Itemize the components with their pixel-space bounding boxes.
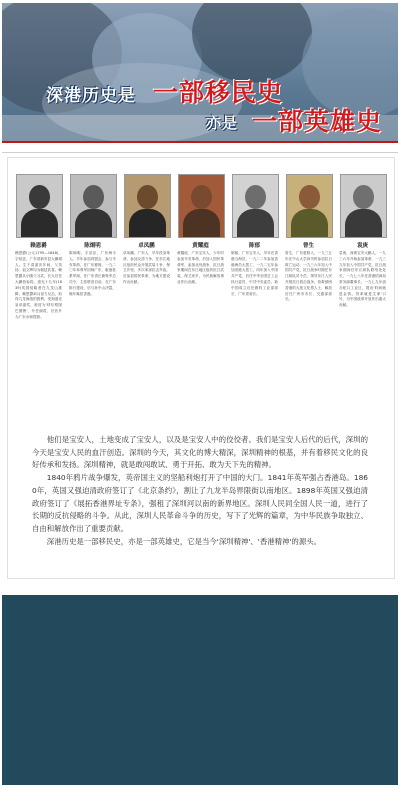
person-bio: 卓凤鹏，广东人，早年投身革命，参加反清斗争，在东江地区组织民众开展武装斗争，保卫乡里，多次率部抗击外敌，后参加国民革命，为地方建设作出贡献。 <box>123 251 170 284</box>
portrait-photo <box>340 174 387 238</box>
portrait-photo <box>286 174 333 238</box>
person-name: 陈郁 <box>248 243 260 249</box>
portrait-photo <box>124 174 171 238</box>
person-name: 赖恩爵 <box>30 243 47 249</box>
person-bio: 袁庚，深圳宝安大鹏人，一九三六年开始参加革命，一九三九年加入中国共产党，抗日战争期间任东江纵队联络处处长，一九七八年任香港招商局常务副董事长，一九七九年创办蛇口工业区，提出'时间就是金钱，效率就是生命'口号，为中国改革开放作出重大贡献。 <box>339 251 386 308</box>
person-bio: 陈炯明，字竞存，广东海丰人。早年参加同盟会，参与辛亥革命，任广东都督。一九二〇年率粤军回师广东，驱逐桂系军阀，任广东省长兼粤军总司令，主张联省自治，在广东推行建设，后与孙中山决裂，晚年寓居香港。 <box>69 251 116 296</box>
essay-paragraph: 深港历史是一部移民史，亦是一部英雄史，它是当今'深圳精神'、'香港精神'的源头。 <box>46 536 321 546</box>
essay-text <box>32 434 368 582</box>
person-bio: 陈郁，广东宝安人，早年在香港当海员，一九二二年参加香港海员大罢工，一九二五年参加省港大罢工，同年加入中国共产党，后任中华全国总工会执行委员、中共中央委员，新中国成立后任燃料工业部部长、广东省省长。 <box>231 251 278 296</box>
essay-paragraph: 1840年鸦片战争爆发，英帝国主义的坚船利炮打开了中国的大门。1841年英军强占香港岛。1860年，英国又强迫清政府签订了《北京条约》，割让了九龙半岛界限街以南地区。1898年英国又强迫清政府签订了《展拓香港界址专条》，强租了深圳河以南的新界地区。深圳人民同全国人民一道，进行了长期的反抗侵略的斗争。从此，深圳人民革命斗争的历史，写下了光辉的篇章，为中华民族争取独立、自由和解放作出了重要贡献。 <box>32 473 368 533</box>
person-name: 曾生 <box>302 243 314 249</box>
portrait-photo <box>16 174 63 238</box>
divider <box>2 152 398 153</box>
person-bio: 曾生，广东惠阳人，一九三五年在中山大学读书时参加抗日救亡运动，一九三六年加入中国共产党，抗日战争时期任东江纵队司令员，领导东江人民开展抗日游击战争，营救被困香港的大批文化界人士，解放后任广州市市长、交通部部长。 <box>285 251 332 302</box>
banner-title-line1-prefix: 深港历史是 <box>46 86 136 106</box>
banner-title-line2-highlight: 一部英雄史 <box>252 107 383 136</box>
person-name: 袁庚 <box>356 243 368 249</box>
portrait-photo <box>232 174 279 238</box>
banner-title-line2-prefix: 亦是 <box>206 114 239 132</box>
person-bio: 黄耀庭，广东宝安人，少年时参加辛亥革命，后加入国民革命军，参加北伐战争，抗日战争期间在东江地区组织抗日武装，保卫家乡，为民族解放事业作出贡献。 <box>177 251 224 284</box>
banner-title-line1-highlight: 一部移民史 <box>153 78 284 107</box>
portrait-photo <box>178 174 225 238</box>
essay-paragraph: 他们是宝安人，土地变成了宝安人，以及是宝安人中的佼佼者。我们是宝安人后代的后代，深圳的今天是宝安人民的血汗创造。深圳的今天，其文化的博大精深，深圳精神的根基，并有着移民文化的良好传承和发扬。深圳精神，就是敢闯敢试、勇于开拓、敢为天下先的精神。 <box>32 435 368 470</box>
portrait-photo <box>70 174 117 238</box>
header-banner <box>2 3 398 143</box>
person-name: 黄耀庭 <box>192 243 209 249</box>
bottom-panel <box>2 595 398 785</box>
person-name: 卓凤鹏 <box>138 243 155 249</box>
person-name: 陈炯明 <box>84 243 101 249</box>
person-bio: 赖恩爵(公元1795—1848)，字绍廷，广东省新安县大鹏城人。生于清嘉庆年间，父英扬、祖文辉均为朝廷武将。赖恩爵从小随父习武，长大后任大鹏营参将。道光十九年(1839)英国侵略者在九龙山挑衅，赖恩爵率兵奋力反击，取得九龙海战的胜利，受到道光皇帝嘉奖，被封为'呼尔察图巴图鲁'，升任副将，后晋升为广东水师提督。 <box>15 251 62 319</box>
banner-collage-image <box>192 3 312 83</box>
